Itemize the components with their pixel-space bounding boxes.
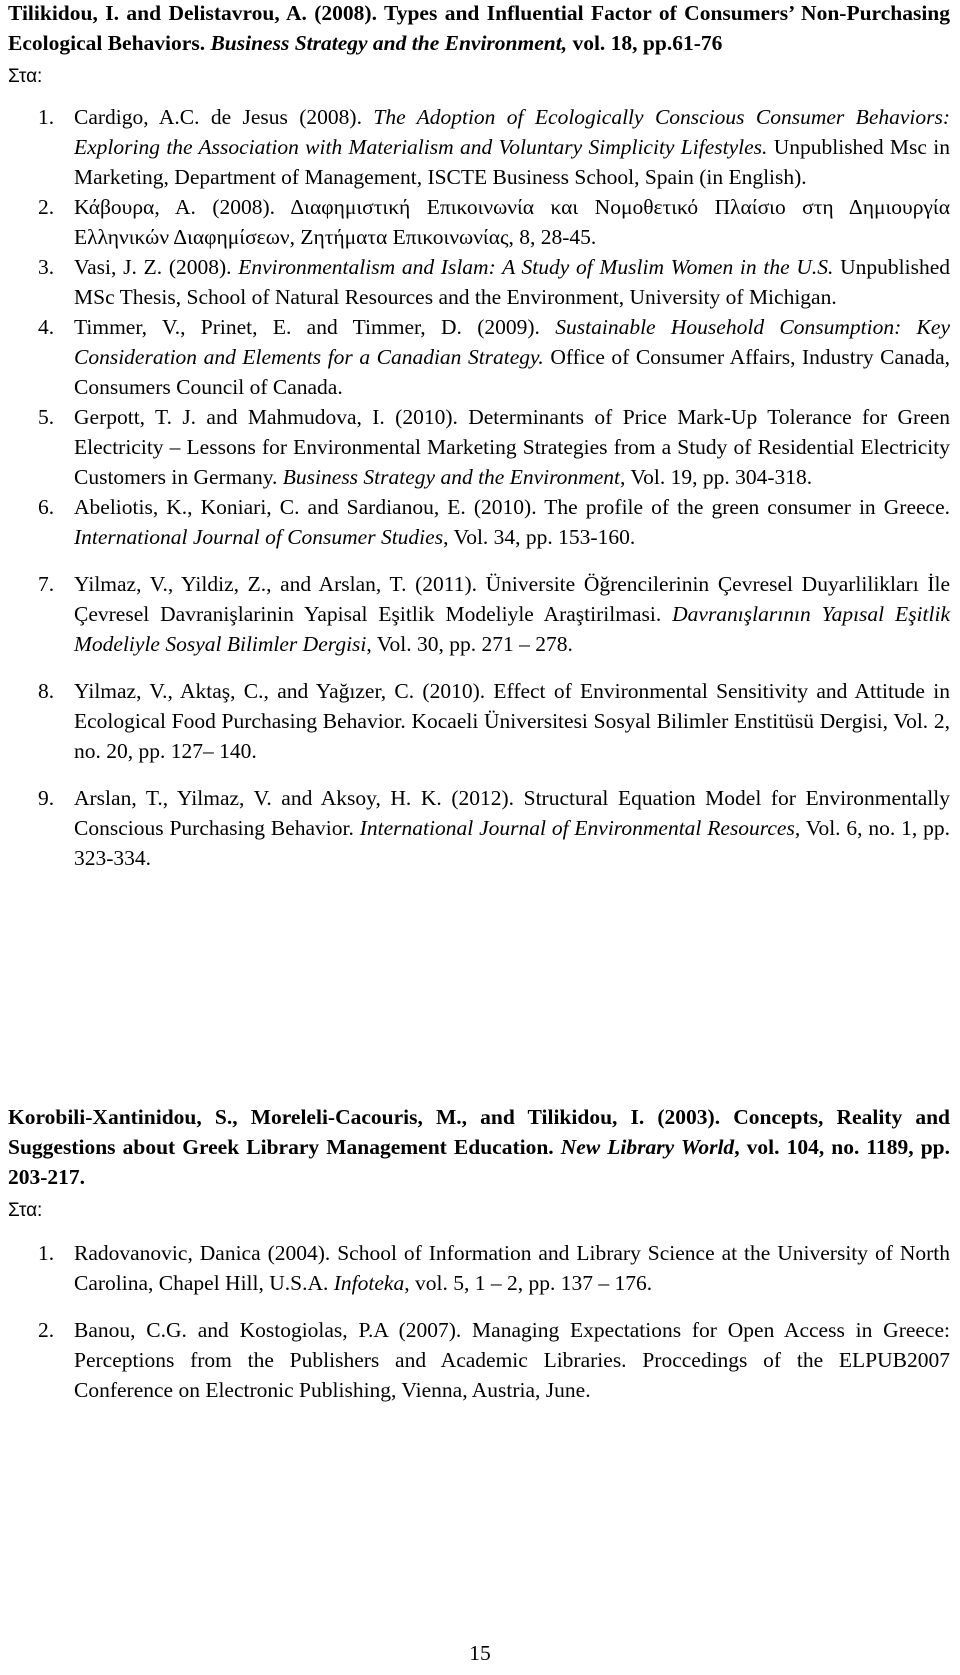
list-item: 5. Gerpott, T. J. and Mahmudova, I. (2010). Determinants of Price Mark-Up Tolerance for Green Electricity – Lessons for Environmental Marketing Strategies from a Study of Residential Electricity Customers in Germany. Business Strategy and the Environment, Vol. 19, pp. 304-318. — [38, 405, 950, 489]
list-item: 1. Radovanovic, Danica (2004). School of Information and Library Science at the University of North Carolina, Chapel Hill, U.S.A. Infoteka, vol. 5, 1 – 2, pp. 137 – 176. — [38, 1241, 950, 1295]
list-item: 1. Cardigo, A.C. de Jesus (2008). The Adoption of Ecologically Conscious Consumer Behaviors: Exploring the Association with Materialism and Voluntary Simplicity Lifestyles. Unpublished Msc in Marketing, Department of Management, ISCTE Business School, Spain (in English). — [38, 105, 951, 189]
citing-list — [8, 102, 950, 873]
list-item: 6. Abeliotis, K., Koniari, C. and Sardianou, E. (2010). The profile of the green consumer in Greece. International Journal of Consumer Studies, Vol. 34, pp. 153-160. — [38, 495, 950, 549]
list-item: 4. Timmer, V., Prinet, E. and Timmer, D. (2009). Sustainable Household Consumption: Key Consideration and Elements for a Canadian Strategy. Office of Consumer Affairs, Industry Canada, Consumers Council of Canada. — [38, 315, 951, 399]
list-item: 3. Vasi, J. Z. (2008). Environmentalism and Islam: A Study of Muslim Women in the U.S. Unpublished MSc Thesis, School of Natural Resources and the Environment, University of Michigan. — [38, 255, 951, 309]
citing-list — [8, 1238, 950, 1405]
entry-heading — [8, 0, 950, 58]
list-item: 2. Banou, C.G. and Kostogiolas, P.A (2007). Managing Expectations for Open Access in Greece: Perceptions from the Publishers and Academic Libraries. Proccedings of the ELPUB2007 Conference on Electronic Publishing, Vienna, Austria, June. — [38, 1318, 950, 1402]
list-item: 7. Yilmaz, V., Yildiz, Z., and Arslan, T. (2011). Üniversite Öğrencilerinin Çevresel Duyarlilikları İle Çevresel Davranişlarinin Yapisal Eşitlik Modeliyle Araştirilmasi. Davranışlarının Yapısal Eşitlik Modeliyle Sosyal Bilimler Dergisi, Vol. 30, pp. 271 – 278. — [38, 572, 950, 656]
heading-details: vol. 18, pp.61-76 — [572, 31, 723, 55]
heading-details: , vol. 104, no. 1189, pp. 203-217. — [8, 1135, 950, 1189]
list-item: 8. Yilmaz, V., Aktaş, C., and Yağızer, C. (2010). Effect of Environmental Sensitivity and Attitude in Ecological Food Purchasing Behavior. Kocaeli Üniversitesi Sosyal Bilimler Enstitüsü Dergisi, Vol. 2, no. 20, pp. 127– 140. — [38, 679, 950, 763]
citation-entry-1 — [8, 0, 950, 873]
entry-heading — [8, 1102, 950, 1192]
cited-in-label: Στα: — [8, 1200, 43, 1221]
heading-authors: Korobili-Xantinidou, S., Moreleli-Cacouris, M., and Tilikidou, I. (2003). Concepts, Reality and Suggestions about Greek Library Management Education. — [8, 1105, 950, 1159]
list-item: 2. Κάβουρα, Α. (2008). Διαφημιστική Επικοινωνία και Νομοθετικό Πλαίσιο στη Δημιουργία Ελληνικών Διαφημίσεων, Ζητήματα Επικοινωνίας, 8, 28-45. — [38, 195, 950, 249]
heading-authors: Tilikidou, I. and Delistavrou, A. (2008). Types and Influential Factor of Consumers’ Non-Purchasing Ecological Behaviors. — [8, 1, 950, 55]
page-number: 15 — [469, 1641, 491, 1665]
citation-entry-2 — [8, 1102, 950, 1405]
heading-journal: New Library World — [560, 1135, 735, 1159]
cited-in-label: Στα: — [8, 66, 43, 87]
list-item: 9. Arslan, T., Yilmaz, V. and Aksoy, H. K. (2012). Structural Equation Model for Environmentally Conscious Purchasing Behavior. International Journal of Environmental Resources, Vol. 6, no. 1, pp. 323-334. — [38, 786, 950, 870]
heading-journal: Business Strategy and the Environment, — [210, 31, 568, 55]
